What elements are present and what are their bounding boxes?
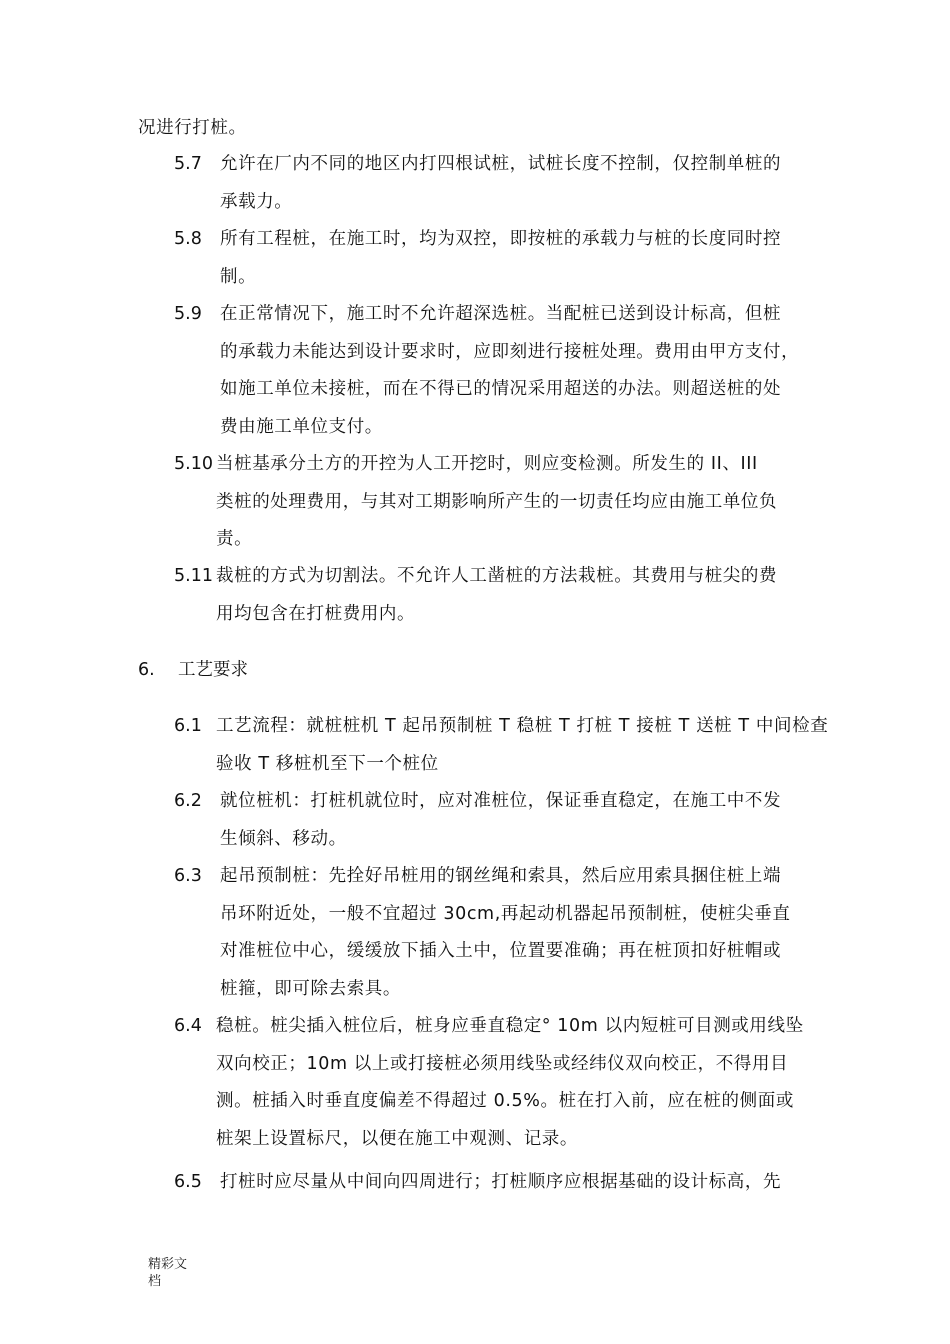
clause-text-line: 在正常情况下，施工时不允许超深选桩。当配桩已送到设计标高，但桩 bbox=[220, 304, 782, 324]
clause-text-line: 吊环附近处，一般不宜超过 30cm,再起动机器起吊预制桩，使桩尖垂直 bbox=[220, 903, 791, 924]
clause-6-2 bbox=[174, 783, 824, 858]
section-heading bbox=[138, 660, 248, 680]
clause-text-line: 稳桩。桩尖插入桩位后，桩身应垂直稳定° 10m 以内短桩可目测或用线坠 bbox=[216, 1016, 804, 1036]
clause-text-line: 起吊预制桩：先拴好吊桩用的钢丝绳和索具，然后应用索具捆住桩上端 bbox=[220, 866, 782, 886]
clause-text-line: 验收 T 移桩机至下一个桩位 bbox=[216, 753, 439, 774]
clause-number: 5.9 bbox=[174, 304, 202, 324]
clause-text-line: 双向校正；10m 以上或打接桩必须用线坠或经纬仪双向校正，不得用目 bbox=[216, 1053, 789, 1074]
clause-text-line: 生倾斜、移动。 bbox=[220, 828, 347, 849]
clause-number: 5.7 bbox=[174, 154, 202, 174]
clause-number: 6.5 bbox=[174, 1172, 202, 1192]
section-title: 工艺要求 bbox=[178, 660, 248, 680]
clause-text-line: 如施工单位未接桩，而在不得已的情况采用超送的办法。则超送桩的处 bbox=[220, 379, 782, 399]
clause-5-9 bbox=[174, 296, 824, 446]
footer-note bbox=[148, 1256, 187, 1290]
clause-text-line: 裁桩的方式为切割法。不允许人工凿桩的方法栽桩。其费用与桩尖的费 bbox=[216, 566, 778, 586]
section-number: 6. bbox=[138, 660, 155, 680]
clause-number: 6.1 bbox=[174, 716, 202, 736]
clause-number: 5.10 bbox=[174, 454, 213, 474]
intro-line: 况进行打桩。 bbox=[138, 118, 247, 138]
clause-text-line: 制。 bbox=[220, 266, 257, 287]
clause-number: 6.4 bbox=[174, 1016, 202, 1036]
clause-text-line: 工艺流程：就桩桩机 T 起吊预制桩 T 稳桩 T 打桩 T 接桩 T 送桩 T 中间检查 bbox=[216, 716, 829, 736]
clause-text-line: 责。 bbox=[216, 529, 253, 549]
clause-text-line: 测。桩插入时垂直度偏差不得超过 0.5%。桩在打入前，应在桩的侧面或 bbox=[216, 1091, 794, 1111]
clause-text-line: 对准桩位中心，缓缓放下插入土中，位置要准确；再在桩顶扣好桩帽或 bbox=[220, 941, 782, 961]
clause-number: 6.3 bbox=[174, 866, 202, 886]
clause-text-line: 的承载力未能达到设计要求时，应即刻进行接桩处理。费用由甲方支付， bbox=[220, 341, 800, 362]
clause-5-7 bbox=[174, 146, 824, 221]
footer-line: 精彩文 bbox=[148, 1257, 188, 1272]
clause-text-line: 当桩基承分土方的开控为人工开挖时，则应变检测。所发生的 II、III bbox=[216, 454, 758, 474]
footer-line: 档 bbox=[148, 1274, 162, 1289]
clause-text-line: 桩箍，即可除去索具。 bbox=[220, 978, 401, 999]
clause-5-8 bbox=[174, 221, 824, 296]
clause-text-line: 用均包含在打桩费用内。 bbox=[216, 603, 416, 624]
clause-text-line: 桩架上设置标尺，以便在施工中观测、记录。 bbox=[216, 1128, 578, 1149]
clause-6-4 bbox=[174, 1008, 824, 1158]
clause-6-5 bbox=[174, 1164, 824, 1202]
clause-number: 6.2 bbox=[174, 791, 202, 811]
clause-text-line: 允许在厂内不同的地区内打四根试桩，试桩长度不控制，仅控制单桩的 bbox=[220, 154, 782, 174]
clause-number: 5.11 bbox=[174, 566, 213, 586]
clause-text-line: 承载力。 bbox=[220, 191, 293, 212]
clause-6-1 bbox=[174, 708, 829, 783]
clause-text-line: 所有工程桩，在施工时，均为双控，即按桩的承载力与桩的长度同时控 bbox=[220, 229, 782, 249]
clause-6-3 bbox=[174, 858, 824, 1008]
clause-text-line: 打桩时应尽量从中间向四周进行；打桩顺序应根据基础的设计标高，先 bbox=[220, 1172, 782, 1192]
clause-text-line: 费由施工单位支付。 bbox=[220, 416, 383, 437]
clause-number: 5.8 bbox=[174, 229, 202, 249]
clause-text-line: 就位桩机：打桩机就位时，应对准桩位，保证垂直稳定，在施工中不发 bbox=[220, 791, 782, 811]
clause-5-11 bbox=[174, 558, 824, 633]
clause-5-10 bbox=[174, 446, 824, 559]
clause-text-line: 类桩的处理费用，与其对工期影响所产生的一切责任均应由施工单位负 bbox=[216, 491, 778, 512]
